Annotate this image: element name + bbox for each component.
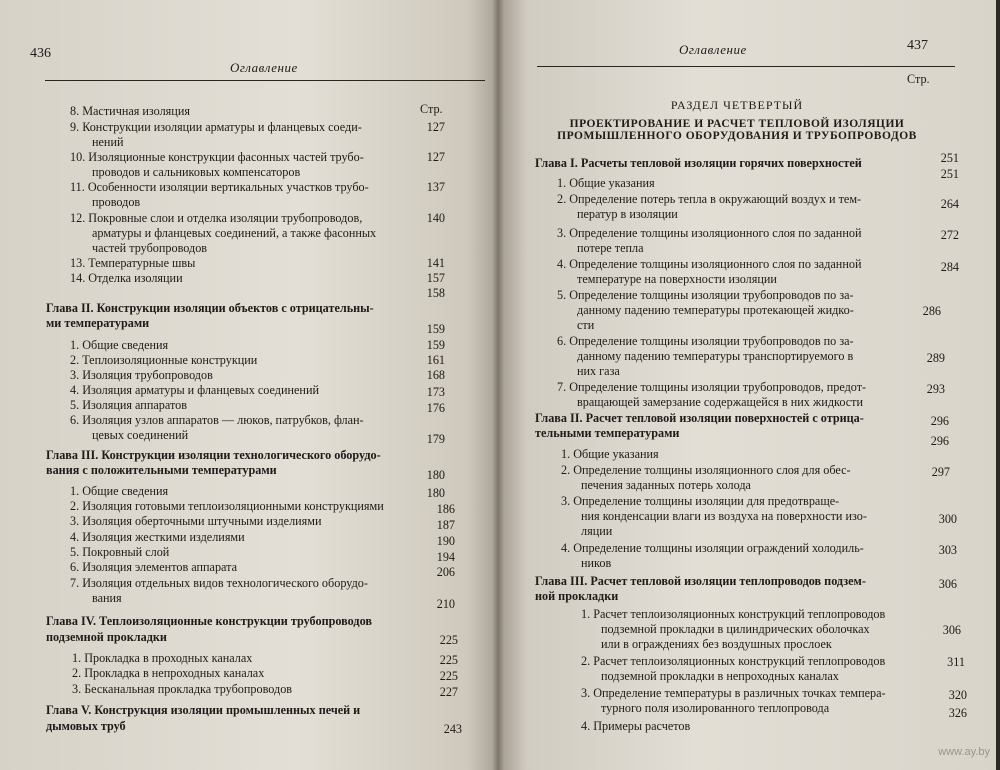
page-edge	[996, 0, 1000, 770]
toc-entry: вания	[92, 591, 122, 605]
toc-page-number: 168	[426, 368, 445, 382]
chapter-heading: Глава II. Расчет тепловой изоляции поверхностей с отрица-	[535, 411, 864, 425]
toc-entry: 10. Изоляционные конструкции фасонных частей трубо-	[70, 150, 364, 164]
toc-entry: 1. Расчет теплоизоляционных конструкций теплопроводов	[581, 607, 886, 621]
toc-entry: 5. Покровный слой	[70, 545, 170, 559]
toc-entry: 13. Температурные швы	[70, 256, 196, 270]
toc-entry: 3. Бесканальная прокладка трубопроводов	[72, 682, 293, 696]
toc-page-number: 306	[942, 623, 961, 637]
toc-page-number: 225	[439, 669, 458, 683]
chapter-heading: ной прокладки	[535, 589, 619, 603]
toc-page-number: 251	[940, 151, 959, 165]
toc-entry: 4. Изоляция арматуры и фланцевых соединений	[70, 383, 319, 397]
toc-entry: 3. Определение толщины изоляционного слоя по заданной	[557, 226, 862, 240]
chapter-heading: Глава III. Расчет тепловой изоляции теплопроводов подзем-	[535, 574, 866, 588]
toc-entry: 1. Общие сведения	[70, 338, 169, 352]
toc-entry: потере тепла	[577, 241, 644, 255]
toc-entry: или в ограждениях без воздушных прослоек	[601, 637, 832, 651]
section-subtitle: ПРОЕКТИРОВАНИЕ И РАСЧЕТ ТЕПЛОВОЙ ИЗОЛЯЦИИ	[569, 118, 905, 130]
toc-page-number: 137	[426, 180, 445, 194]
toc-entry: 1. Общие сведения	[70, 484, 169, 498]
toc-entry: подземной прокладки в непроходных каналах	[601, 669, 839, 683]
section-title: РАЗДЕЛ ЧЕТВЕРТЫЙ	[670, 98, 804, 112]
header-rule	[537, 66, 955, 67]
toc-entry: цевых соединений	[92, 428, 189, 442]
toc-entry: турного поля изолированного теплопровода	[601, 701, 830, 715]
toc-page-number: 157	[426, 271, 445, 285]
toc-page-number: 300	[938, 512, 957, 526]
book-gutter	[492, 0, 504, 770]
toc-page-number: 326	[948, 706, 967, 720]
toc-page-number: 306	[938, 577, 957, 591]
toc-entry: ператур в изоляции	[577, 207, 678, 221]
watermark: www.ay.by	[938, 746, 990, 758]
toc-page-number: 159	[426, 338, 445, 352]
toc-entry: подземной прокладки в цилиндрических оболочках	[601, 622, 870, 636]
toc-page-number: 206	[436, 565, 455, 579]
toc-entry: ников	[581, 556, 612, 570]
toc-entry: проводов	[92, 195, 141, 209]
toc-entry: 7. Определение толщины изоляции трубопроводов, предот-	[557, 380, 867, 394]
toc-entry: сти	[577, 318, 595, 332]
chapter-heading: подземной прокладки	[46, 630, 167, 644]
chapter-heading: Глава II. Конструкции изоляции объектов с отрицательны-	[46, 301, 374, 315]
toc-page-number: 180	[426, 468, 445, 482]
chapter-heading: вания с положительными температурами	[46, 463, 277, 477]
pages-column-label: Стр.	[420, 102, 443, 116]
toc-page-number: 243	[443, 722, 462, 736]
toc-entry: 2. Определение толщины изоляционного слоя для обес-	[561, 463, 851, 477]
toc-entry: 3. Определение температуры в различных точках темпера-	[581, 686, 886, 700]
toc-page-number: 210	[436, 597, 455, 611]
toc-entry: 4. Примеры расчетов	[581, 719, 691, 733]
toc-entry: 8. Мастичная изоляция	[70, 104, 190, 118]
toc-page-number: 161	[426, 353, 445, 367]
toc-page-number: 264	[940, 197, 959, 211]
toc-entry: 2. Изоляция готовыми теплоизоляционными конструкциями	[70, 499, 384, 513]
chapter-heading: Глава III. Конструкции изоляции технологического оборудо-	[46, 448, 381, 462]
toc-page-number: 296	[930, 434, 949, 448]
toc-page-number: 293	[926, 382, 945, 396]
toc-page-number: 225	[439, 633, 458, 647]
toc-entry: 4. Определение толщины изоляционного слоя по заданной	[557, 257, 862, 271]
toc-page-number: 187	[436, 518, 455, 532]
toc-page-number: 141	[426, 256, 445, 270]
page-number: 436	[30, 46, 51, 61]
toc-page-number: 272	[940, 228, 959, 242]
header-rule	[45, 80, 485, 81]
toc-page-number: 173	[426, 385, 445, 399]
toc-page-number: 180	[426, 486, 445, 500]
toc-entry: 6. Изоляция элементов аппарата	[70, 560, 238, 574]
toc-page-number: 296	[930, 414, 949, 428]
toc-page-number: 225	[439, 653, 458, 667]
toc-entry: 5. Определение толщины изоляции трубопроводов по за-	[557, 288, 854, 302]
toc-page-number: 127	[426, 120, 445, 134]
toc-entry: 3. Изоляция оберточными штучными изделиями	[70, 514, 322, 528]
toc-page-number: 303	[938, 543, 957, 557]
toc-page-number: 176	[426, 401, 445, 415]
toc-entry: 2. Теплоизоляционные конструкции	[70, 353, 258, 367]
running-header: Оглавление	[230, 60, 298, 75]
toc-page-number: 227	[439, 685, 458, 699]
toc-entry: 6. Определение толщины изоляции трубопроводов по за-	[557, 334, 854, 348]
toc-entry: данному падению температуры протекающей жидко-	[577, 303, 854, 317]
right-page	[497, 0, 1000, 770]
toc-entry: 1. Прокладка в проходных каналах	[72, 651, 253, 665]
toc-entry: 12. Покровные слои и отделка изоляции трубопроводов,	[70, 211, 363, 225]
toc-entry: 4. Изоляция жесткими изделиями	[70, 530, 245, 544]
toc-page-number: 289	[926, 351, 945, 365]
toc-entry: 3. Изоляция трубопроводов	[70, 368, 213, 382]
toc-entry: 2. Расчет теплоизоляционных конструкций теплопроводов	[581, 654, 886, 668]
toc-entry: 3. Определение толщины изоляции для предотвраще-	[561, 494, 840, 508]
toc-entry: нений	[92, 135, 124, 149]
toc-entry: 5. Изоляция аппаратов	[70, 398, 187, 412]
toc-entry: арматуры и фланцевых соединений, а также фасонных	[92, 226, 377, 240]
chapter-heading: Глава I. Расчеты тепловой изоляции горячих поверхностей	[535, 156, 862, 170]
toc-entry: 1. Общие указания	[561, 447, 659, 461]
toc-entry: 7. Изоляция отдельных видов технологического оборудо-	[70, 576, 368, 590]
toc-page-number: 286	[922, 304, 941, 318]
toc-page-number: 311	[947, 655, 965, 669]
toc-page-number: 127	[426, 150, 445, 164]
section-subtitle: ПРОМЫШЛЕННОГО ОБОРУДОВАНИЯ И ТРУБОПРОВОДОВ	[557, 130, 917, 142]
toc-page-number: 251	[940, 167, 959, 181]
pages-column-label: Стр.	[907, 72, 930, 86]
chapter-heading: Глава V. Конструкция изоляции промышленных печей и	[46, 703, 361, 717]
left-page	[0, 0, 497, 770]
chapter-heading: ми температурами	[46, 316, 150, 330]
toc-page-number: 284	[940, 260, 959, 274]
chapter-heading: дымовых труб	[46, 719, 126, 733]
toc-entry: ния конденсации влаги из воздуха на поверхности изо-	[581, 509, 867, 523]
toc-entry: ляции	[581, 524, 613, 538]
toc-entry: температуре на поверхности изоляции	[577, 272, 777, 286]
toc-entry: 2. Определение потерь тепла в окружающий воздух и тем-	[557, 192, 862, 206]
toc-entry: 11. Особенности изоляции вертикальных участков трубо-	[70, 180, 369, 194]
toc-page-number: 159	[426, 322, 445, 336]
running-header: Оглавление	[679, 42, 747, 57]
toc-entry: частей трубопроводов	[92, 241, 208, 255]
chapter-heading: тельными температурами	[535, 426, 680, 440]
toc-page-number: 179	[426, 432, 445, 446]
toc-entry: 14. Отделка изоляции	[70, 271, 183, 285]
page-number: 437	[907, 38, 928, 53]
toc-page-number: 190	[436, 534, 455, 548]
toc-page-number: 186	[436, 502, 455, 516]
toc-entry: 6. Изоляция узлов аппаратов — люков, патрубков, флан-	[70, 413, 364, 427]
toc-entry: них газа	[577, 364, 620, 378]
toc-page-number: 297	[931, 465, 950, 479]
toc-entry: данному падению температуры транспортируемого в	[577, 349, 854, 363]
toc-entry: 9. Конструкции изоляции арматуры и фланцевых соеди-	[70, 120, 362, 134]
toc-entry: проводов и сальниковых компенсаторов	[92, 165, 301, 179]
toc-page-number: 194	[436, 550, 455, 564]
toc-page-number: 158	[426, 286, 445, 300]
toc-page-number: 320	[948, 688, 967, 702]
toc-entry: 4. Определение толщины изоляции ограждений холодиль-	[561, 541, 864, 555]
toc-page-number: 140	[426, 211, 445, 225]
toc-entry: печения заданных потерь холода	[581, 478, 751, 492]
toc-entry: 2. Прокладка в непроходных каналах	[72, 666, 265, 680]
toc-entry: вращающей замерзание содержащейся в них жидкости	[577, 395, 863, 409]
chapter-heading: Глава IV. Теплоизоляционные конструкции трубопроводов	[46, 614, 372, 628]
toc-entry: 1. Общие указания	[557, 176, 655, 190]
